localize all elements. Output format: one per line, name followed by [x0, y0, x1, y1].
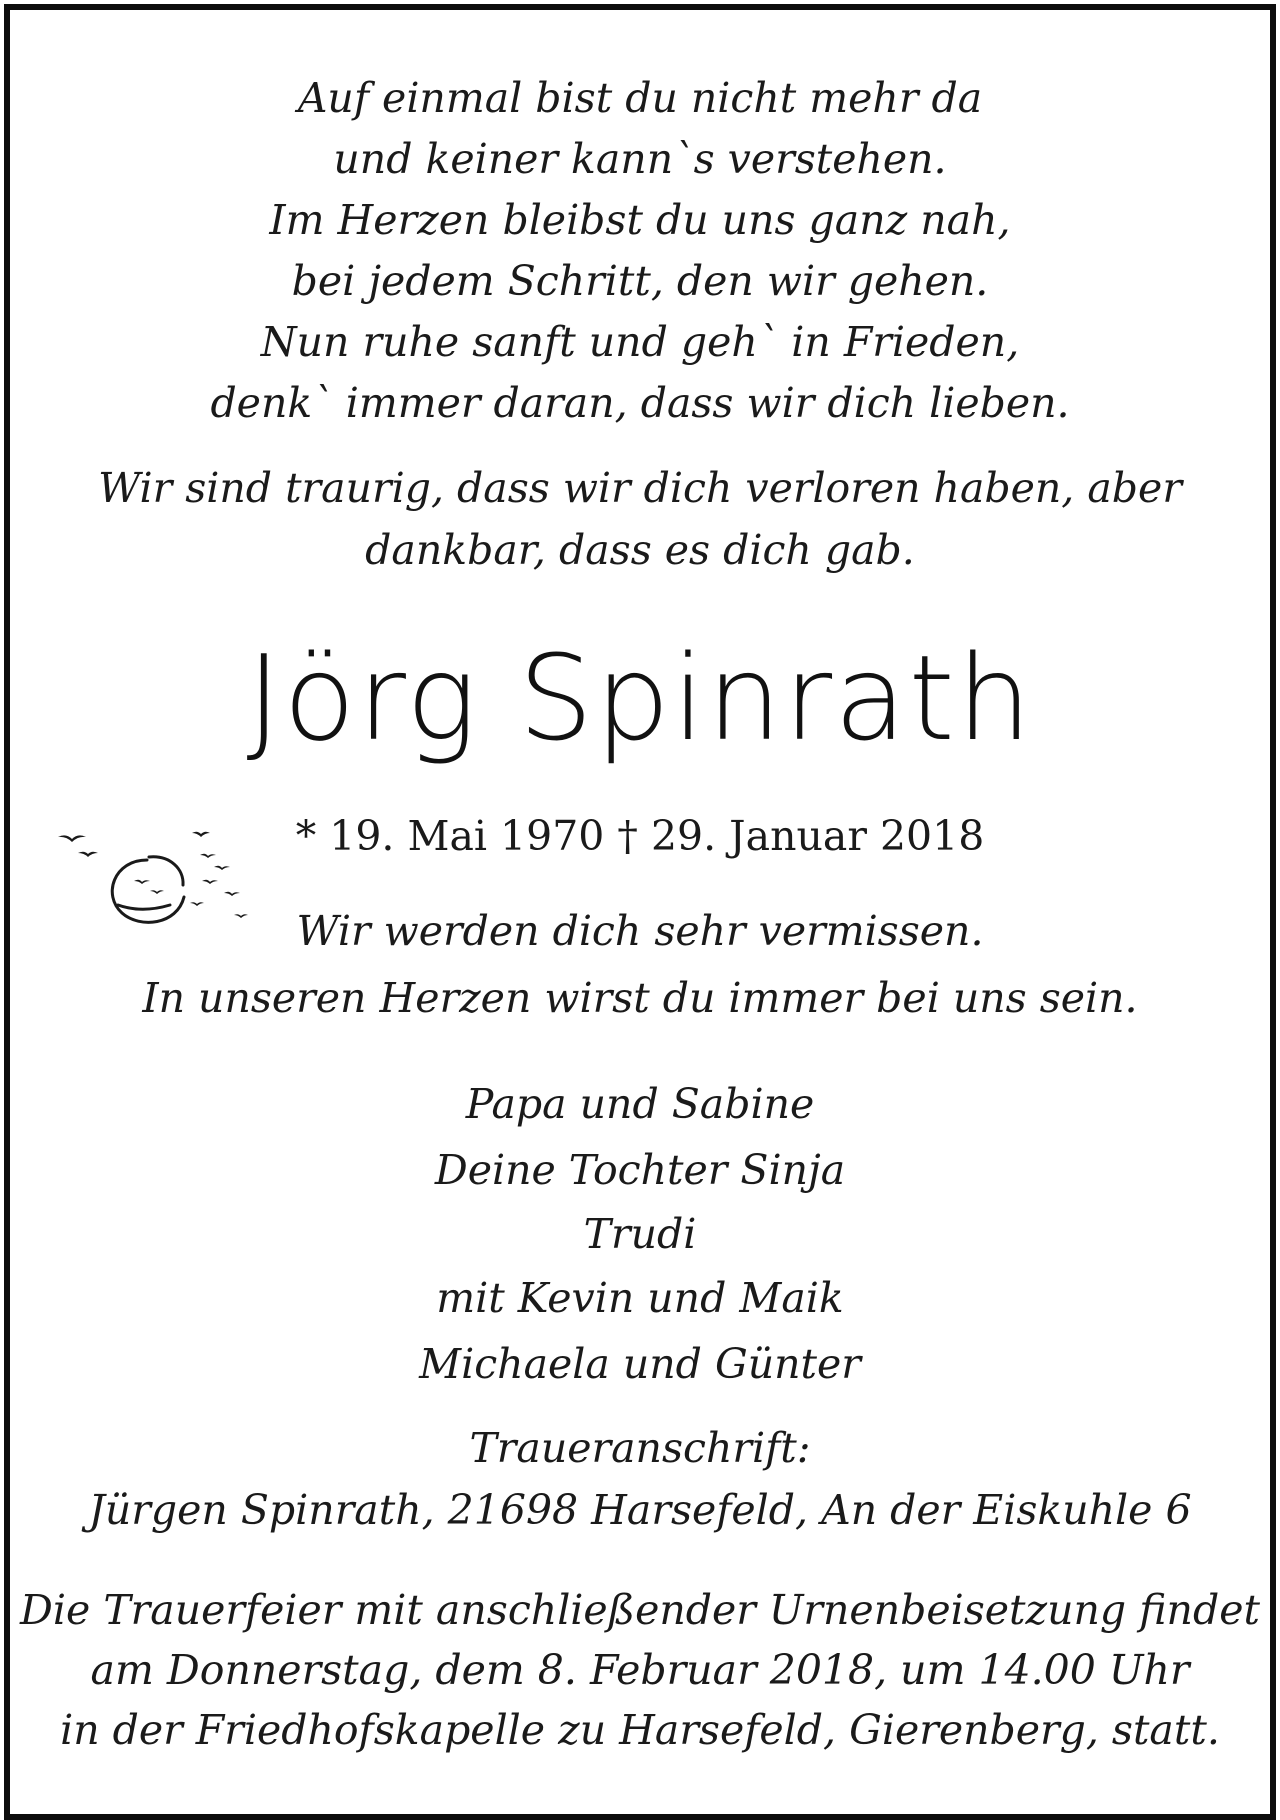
poem-line: denk` immer daran, dass wir dich lieben.	[210, 379, 1070, 427]
ceremony-line: am Donnerstag, dem 8. Februar 2018, um 14.00 Uhr	[90, 1646, 1190, 1694]
obituary-content	[10, 10, 1270, 1814]
ceremony-line: in der Friedhofskapelle zu Harsefeld, Gierenberg, statt.	[60, 1706, 1220, 1754]
ceremony-line: Die Trauerfeier mit anschließender Urnenbeisetzung findet	[20, 1586, 1260, 1634]
deceased-name: Jörg Spinrath	[246, 629, 1034, 767]
poem-line: Auf einmal bist du nicht mehr da	[297, 74, 983, 122]
poem-line: Im Herzen bleibst du uns ganz nah,	[269, 196, 1011, 244]
mourner-line: Michaela und Günter	[419, 1340, 861, 1388]
address-label: Traueranschrift:	[469, 1424, 811, 1472]
mourner-line: Trudi	[583, 1210, 697, 1258]
address-line: Jürgen Spinrath, 21698 Harsefeld, An der Eiskuhle 6	[88, 1486, 1192, 1534]
poem-line: bei jedem Schritt, den wir gehen.	[291, 257, 989, 305]
life-dates: * 19. Mai 1970 † 29. Januar 2018	[295, 812, 985, 860]
mourner-line: mit Kevin und Maik	[436, 1274, 844, 1322]
miss-line: Wir werden dich sehr vermissen.	[296, 907, 984, 955]
mourner-line: Papa und Sabine	[465, 1080, 815, 1128]
sadness-line: Wir sind traurig, dass wir dich verloren haben, aber	[98, 464, 1182, 512]
sadness-line: dankbar, dass es dich gab.	[365, 526, 915, 574]
miss-line: In unseren Herzen wirst du immer bei uns sein.	[142, 974, 1138, 1022]
poem-line: und keiner kann`s verstehen.	[333, 135, 947, 183]
poem-line: Nun ruhe sanft und geh` in Frieden,	[260, 318, 1020, 366]
mourner-line: Deine Tochter Sinja	[434, 1146, 846, 1194]
obituary-card	[4, 4, 1276, 1820]
